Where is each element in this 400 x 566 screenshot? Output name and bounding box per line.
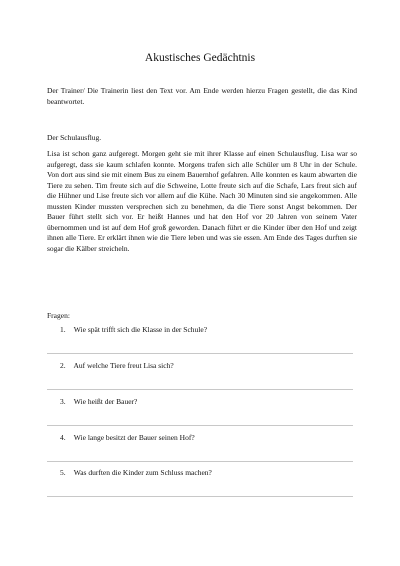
- question-3: [60, 397, 137, 408]
- answer-line-1[interactable]: [47, 353, 353, 354]
- instruction-text: Der Trainer/ Die Trainerin liest den Text vor. Am Ende werden hierzu Fragen gestellt, die das Kind beantwortet.: [47, 86, 357, 106]
- question-text: Auf welche Tiere freut Lisa sich?: [73, 361, 174, 370]
- question-4: [60, 433, 195, 444]
- question-number: 5.: [60, 468, 66, 477]
- answer-line-4[interactable]: [47, 461, 353, 462]
- question-1: [60, 325, 207, 336]
- question-number: 1.: [60, 325, 66, 334]
- question-5: [60, 468, 212, 479]
- document-title: Akustisches Gedächtnis: [144, 52, 256, 64]
- answer-line-5[interactable]: [47, 496, 353, 497]
- question-text: Wie heißt der Bauer?: [73, 397, 138, 406]
- question-text: Was durften die Kinder zum Schluss machen?: [73, 468, 212, 477]
- questions-heading: Fragen:: [47, 311, 70, 320]
- question-number: 2.: [60, 361, 66, 370]
- question-2: [60, 361, 174, 372]
- question-text: Wie spät trifft sich die Klasse in der Schule?: [73, 325, 208, 334]
- answer-line-2[interactable]: [47, 389, 353, 390]
- answer-line-3[interactable]: [47, 425, 353, 426]
- question-text: Wie lange besitzt der Bauer seinen Hof?: [73, 433, 195, 442]
- story-text: Lisa ist schon ganz aufgeregt. Morgen geht sie mit ihrer Klasse auf einen Schulausflug. Lisa war so aufgeregt, dass sie kaum schlafen konnte. Morgens trafen sich alle Schüler um 8 Uhr in der Schule. Von dort aus sind sie mit einem Bus zu einem Bauernhof gefahren. Alle konnten es kaum abwarten die Tiere zu sehen. Tim freute sich auf die Schweine, Lotte freute sich auf die Schafe, Lars freut sich auf die Hühner und Lise freute sich vor allem auf die Kühe. Nach 30 Minuten sind sie angekommen. Alle mussten Kinder mussten versprechen sich zu benehmen, da die Tiere sonst Angst bekommen. Der Bauer führt stellt sich vor. Er heißt Hannes und hat den Hof vor 20 Jahren von seinem Vater übernommen und ist auf dem Hof groß geworden. Danach führt er die Kinder über den Hof und zeigt ihnen alle Tiere. Er erklärt ihnen wie die Tiere leben und was sie essen. Am Ende des Tages durften sie sogar die Kälber streicheln.: [47, 149, 357, 253]
- question-number: 3.: [60, 397, 66, 406]
- story-heading: Der Schulausflug.: [47, 133, 102, 142]
- question-number: 4.: [60, 433, 66, 442]
